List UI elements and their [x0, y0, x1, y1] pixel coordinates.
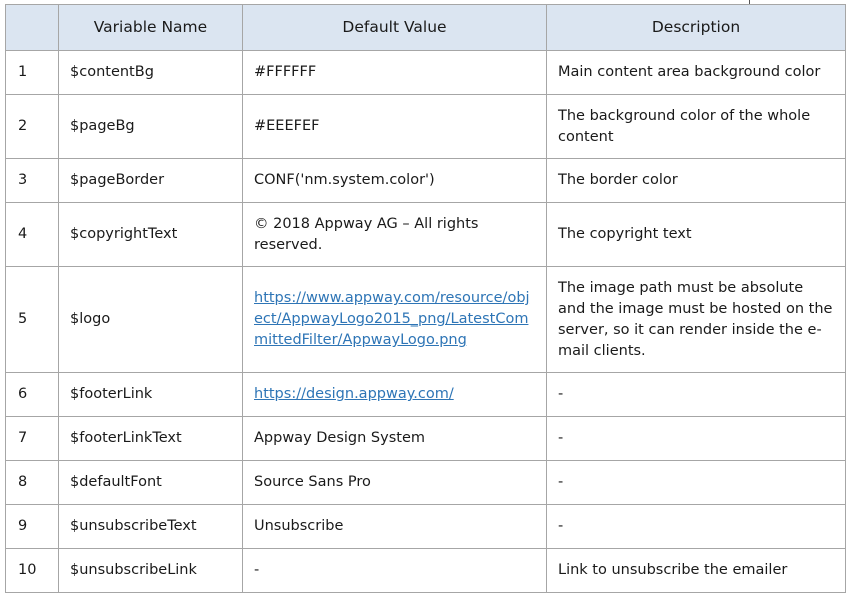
- variable-name: $logo: [59, 267, 243, 373]
- row-number: 2: [6, 95, 59, 159]
- variable-name: $pageBg: [59, 95, 243, 159]
- default-value: #EEEFEF: [243, 95, 547, 159]
- default-value: Appway Design System: [243, 417, 547, 461]
- table-row: [6, 267, 846, 373]
- description: The copyright text: [547, 203, 846, 267]
- default-value: -: [243, 549, 547, 593]
- table-row: [6, 549, 846, 593]
- description: -: [547, 373, 846, 417]
- description: Main content area background color: [547, 51, 846, 95]
- row-number: 9: [6, 505, 59, 549]
- header-cell-variable-name: Variable Name: [59, 5, 243, 51]
- default-value: #FFFFFF: [243, 51, 547, 95]
- row-number: 8: [6, 461, 59, 505]
- table-row: [6, 461, 846, 505]
- table-row: [6, 51, 846, 95]
- default-value: Source Sans Pro: [243, 461, 547, 505]
- variable-name: $footerLinkText: [59, 417, 243, 461]
- variable-name: $footerLink: [59, 373, 243, 417]
- default-value-cell: [243, 267, 547, 373]
- logo-url-link[interactable]: https://www.appway.com/resource/object/AppwayLogo2015_png/LatestCommittedFilter/AppwayLogo.png: [254, 290, 530, 348]
- variable-name: $unsubscribeText: [59, 505, 243, 549]
- description: -: [547, 461, 846, 505]
- header-cell-description: Description: [547, 5, 846, 51]
- row-number: 5: [6, 267, 59, 373]
- variable-name: $contentBg: [59, 51, 243, 95]
- default-value: Unsubscribe: [243, 505, 547, 549]
- table-row: [6, 505, 846, 549]
- table-row: [6, 417, 846, 461]
- row-number: 7: [6, 417, 59, 461]
- row-number: 4: [6, 203, 59, 267]
- default-value: CONF('nm.system.color'): [243, 159, 547, 203]
- variable-name: $copyrightText: [59, 203, 243, 267]
- table-row: [6, 95, 846, 159]
- table-row: [6, 203, 846, 267]
- default-value: © 2018 Appway AG – All rights reserved.: [243, 203, 547, 267]
- table-row: [6, 373, 846, 417]
- description: -: [547, 505, 846, 549]
- description: The border color: [547, 159, 846, 203]
- default-value-cell: [243, 373, 547, 417]
- variables-table: [5, 4, 846, 593]
- header-cell-number: [6, 5, 59, 51]
- variable-name: $unsubscribeLink: [59, 549, 243, 593]
- variable-name: $defaultFont: [59, 461, 243, 505]
- row-number: 3: [6, 159, 59, 203]
- row-number: 6: [6, 373, 59, 417]
- description: The image path must be absolute and the image must be hosted on the server, so it can render inside the e-mail clients.: [547, 267, 846, 373]
- row-number: 1: [6, 51, 59, 95]
- table-header-row: [6, 5, 846, 51]
- header-cell-default-value: Default Value: [243, 5, 547, 51]
- table-row: [6, 159, 846, 203]
- variable-name: $pageBorder: [59, 159, 243, 203]
- description: Link to unsubscribe the emailer: [547, 549, 846, 593]
- description: -: [547, 417, 846, 461]
- footer-url-link[interactable]: https://design.appway.com/: [254, 386, 454, 402]
- row-number: 10: [6, 549, 59, 593]
- description: The background color of the whole content: [547, 95, 846, 159]
